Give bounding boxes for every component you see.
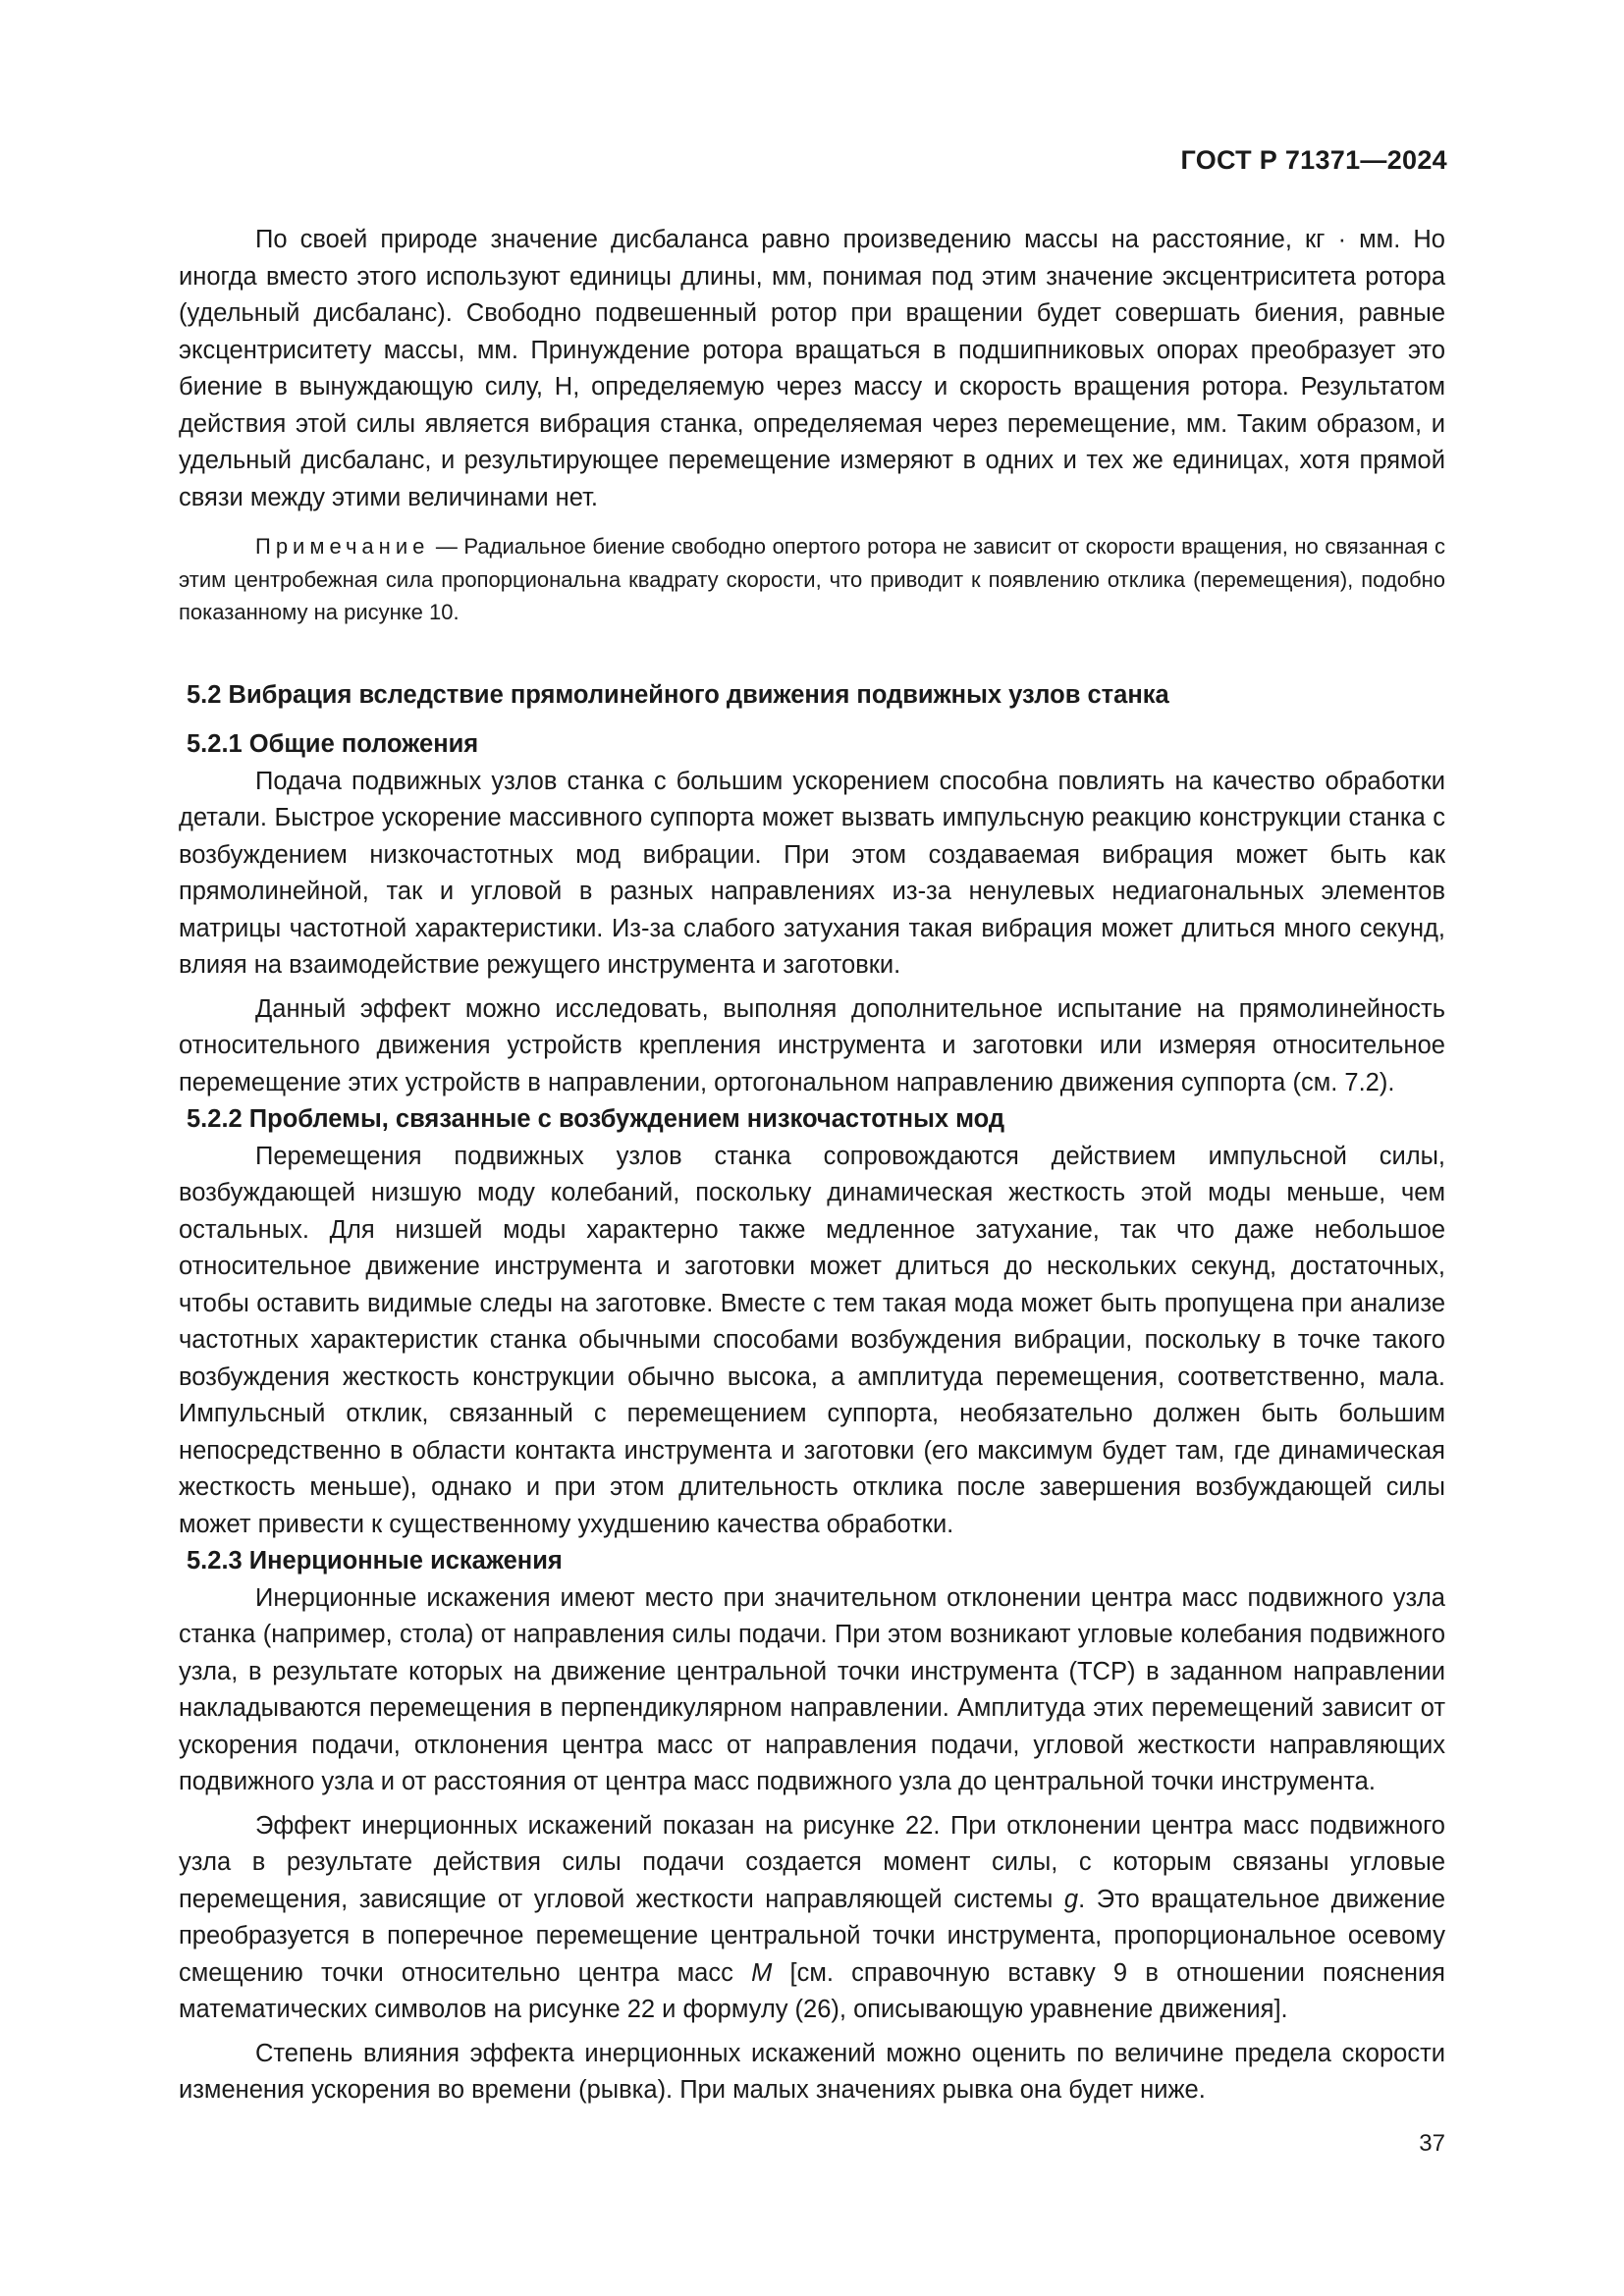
- paragraph-inertial-distortions: Инерционные искажения имеют место при значительном отклонении центра масс подвижного узла станка (например, стола) от направления силы подачи. При этом возникают угловые колебания подвижного узла, в результате которых на движение центральной точки инструмента (TCP) в заданном направлении накладываются перемещения в перпендикулярном направлении. Амплитуда этих перемещений зависит от ускорения подачи, отклонения центра масс от направления подачи, угловой жесткости направляющих подвижного узла и от расстояния от центра масс подвижного узла до центральной точки инструмента.: [179, 1583, 1445, 1795]
- section-heading-5-2-1: 5.2.1 Общие положения: [187, 730, 479, 758]
- paragraph-low-frequency: Перемещения подвижных узлов станка сопровождаются действием импульсной силы, возбуждающей низшую моду колебаний, поскольку динамическая жесткость этой моды меньше, чем остальных. Для низшей моды характерно также медленное затухание, так что даже небольшое относительное движение инструмента и заготовки может длиться до нескольких секунд, достаточных, чтобы оставить видимые следы на заготовке. Вместе с тем такая мода может быть пропущена при анализе частотных характеристик станка обычными способами возбуждения вибрации, поскольку в точке такого возбуждения жесткость конструкции обычно высока, а амплитуда перемещения, соответственно, мала. Импульсный отклик, связанный с перемещением суппорта, необязательно должен быть большим непосредственно в области контакта инструмента и заготовки (его максимум будет там, где динамическая жесткость меньше), однако и при этом длительность отклика после завершения возбуждающей силы может привести к существенному ухудшению качества обработки.: [179, 1142, 1445, 1538]
- page-number: 37: [1419, 2130, 1445, 2157]
- note-text: — Радиальное биение свободно опертого ротора не зависит от скорости вращения, но связанная с этим центробежная сила пропорциональна квадрату скорости, что приводит к появлению отклика (перемещения), подобно показанному на рисунке 10.: [179, 534, 1445, 624]
- standard-header: ГОСТ Р 71371—2024: [1180, 145, 1447, 175]
- symbol-g: g: [1063, 1885, 1079, 1913]
- paragraph-figure-22-effect: [179, 1808, 1445, 2029]
- symbol-m: M: [751, 1958, 773, 1987]
- text-fragment: Эффект инерционных искажений показан на рисунке 22. При отклонении центра масс подвижного узла в результате действия силы подачи создается момент силы, с которым связаны угловые перемещения, зависящие от угловой жесткости направляющей системы: [179, 1811, 1445, 1913]
- section-heading-5-2-3: 5.2.3 Инерционные искажения: [187, 1547, 563, 1575]
- text-fragment: [см. справочную вставку 9 в отношении пояснения математических символов на рисунке 22 и формулу (26), описывающую уравнение движения].: [179, 1958, 1445, 2023]
- note-paragraph: [179, 530, 1445, 629]
- section-heading-5-2: 5.2 Вибрация вследствие прямолинейного движения подвижных узлов станка: [187, 680, 1169, 709]
- paragraph-unbalance: По своей природе значение дисбаланса равно произведению массы на расстояние, кг · мм. Но иногда вместо этого используют единицы длины, мм, понимая под этим значение эксцентриситета ротора (удельный дисбаланс). Свободно подвешенный ротор при вращении будет совершать биения, равные эксцентриситету массы, мм. Принуждение ротора вращаться в подшипниковых опорах преобразует это биение в вынуждающую силу, Н, определяемую через массу и скорость вращения ротора. Результатом действия этой силы является вибрация станка, определяемая через перемещение, мм. Таким образом, и удельный дисбаланс, и результирующее перемещение измеряют в одних и тех же единицах, хотя прямой связи между этими величинами нет.: [179, 226, 1445, 511]
- note-label: Примечание: [255, 534, 430, 559]
- paragraph-effect-study: Данный эффект можно исследовать, выполняя дополнительное испытание на прямолинейность относительного движения устройств крепления инструмента и заготовки или измеряя относительное перемещение этих устройств в направлении, ортогональном направлению движения суппорта (см. 7.2).: [179, 994, 1445, 1096]
- section-heading-5-2-2: 5.2.2 Проблемы, связанные с возбуждением низкочастотных мод: [187, 1105, 1005, 1133]
- text-fragment: . Это вращательное движение преобразуется в поперечное перемещение центральной точки инструмента, пропорциональное осевому смещению точки относительно центра масс: [179, 1885, 1446, 1987]
- paragraph-jerk: Степень влияния эффекта инерционных искажений можно оценить по величине предела скорости изменения ускорения во времени (рывка). При малых значениях рывка она будет ниже.: [179, 2039, 1445, 2104]
- page-content: [179, 222, 1445, 2109]
- paragraph-general: Подача подвижных узлов станка с большим ускорением способна повлиять на качество обработки детали. Быстрое ускорение массивного суппорта может вызвать импульсную реакцию конструкции станка с возбуждением низкочастотных мод вибрации. При этом создаваемая вибрация может быть как прямолинейной, так и угловой в разных направлениях из-за ненулевых недиагональных элементов матрицы частотной характеристики. Из-за слабого затухания такая вибрация может длиться много секунд, влияя на взаимодействие режущего инструмента и заготовки.: [179, 767, 1445, 979]
